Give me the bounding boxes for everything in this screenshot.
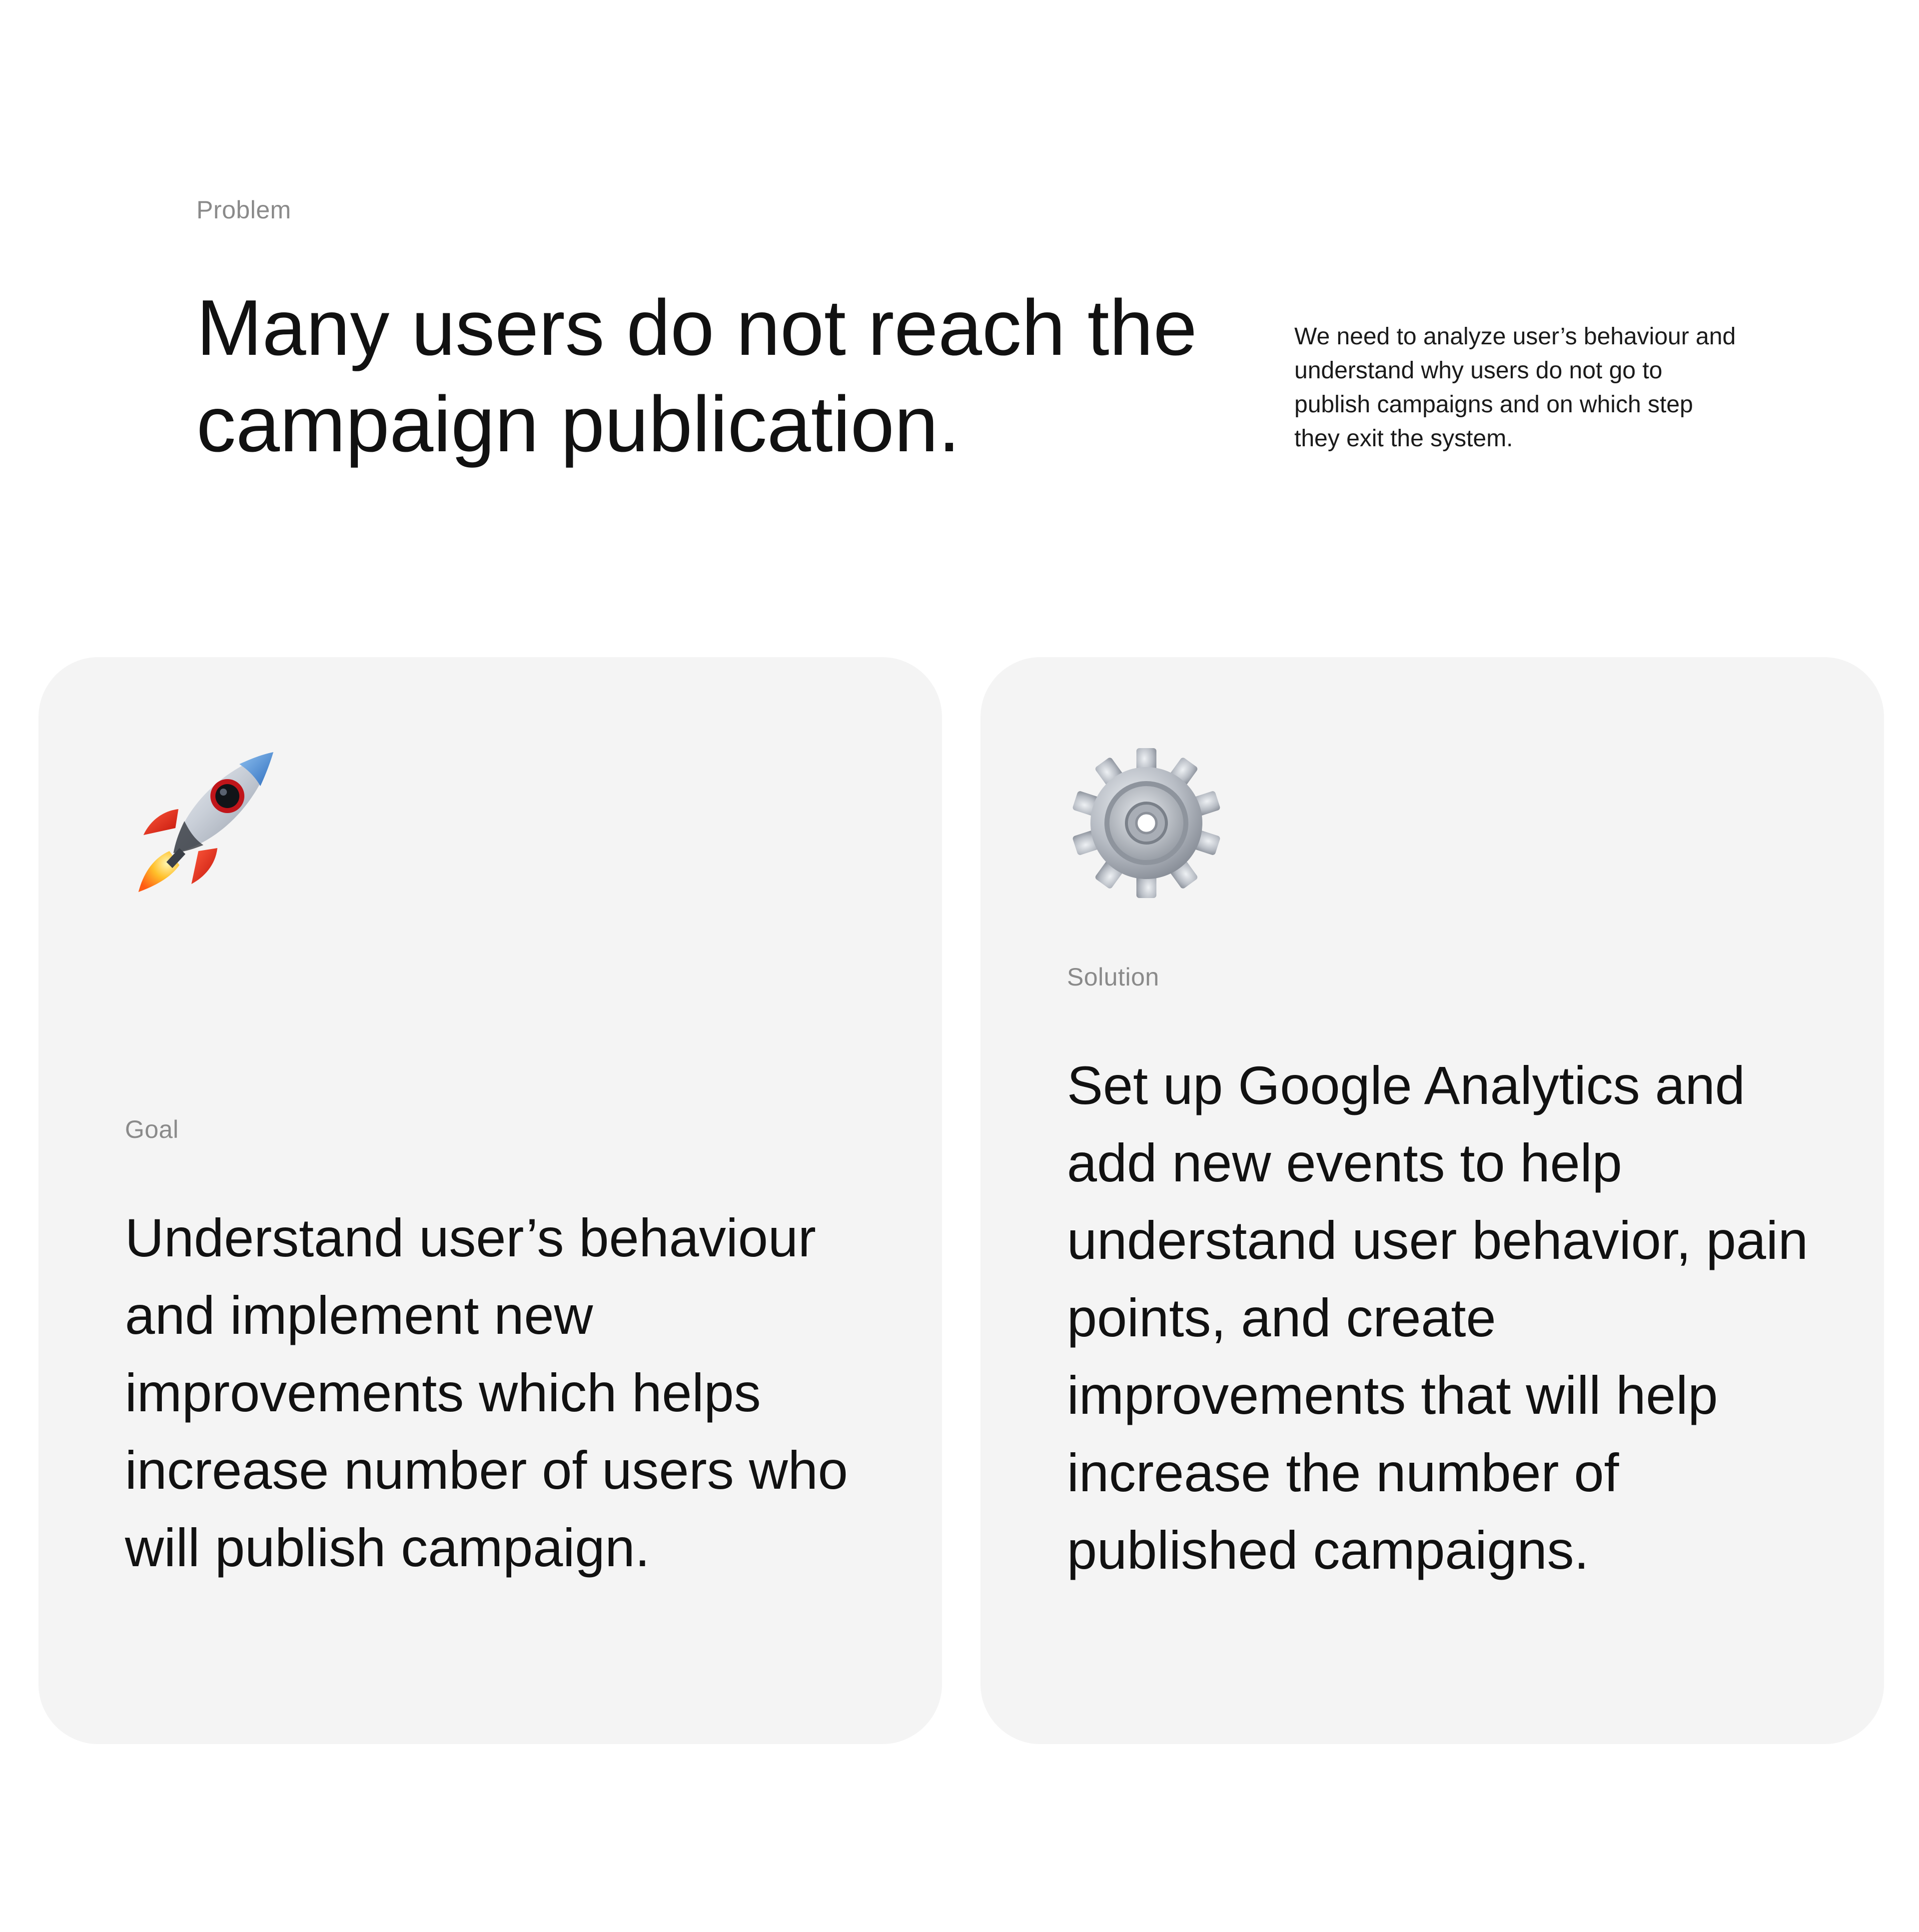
problem-label: Problem: [196, 196, 291, 224]
gear-icon: [1066, 743, 1226, 903]
goal-label: Goal: [125, 1115, 179, 1143]
rocket-icon: [123, 742, 283, 902]
goal-card: [38, 657, 942, 1744]
solution-label: Solution: [1067, 963, 1159, 991]
problem-description: We need to analyze user’s behaviour and understand why users do not go to publish campaigns and on which step they exit the system.: [1294, 323, 1736, 452]
goal-text: Understand user’s behaviour and implement new improvements which helps increase number of users who will publish campaign.: [125, 1207, 848, 1578]
solution-text: Set up Google Analytics and add new events to help understand user behavior, pain points, and create improvements that will help increase the number of published campaigns.: [1067, 1055, 1809, 1580]
solution-card: [980, 657, 1884, 1744]
problem-headline: Many users do not reach the campaign publication.: [196, 284, 1197, 468]
